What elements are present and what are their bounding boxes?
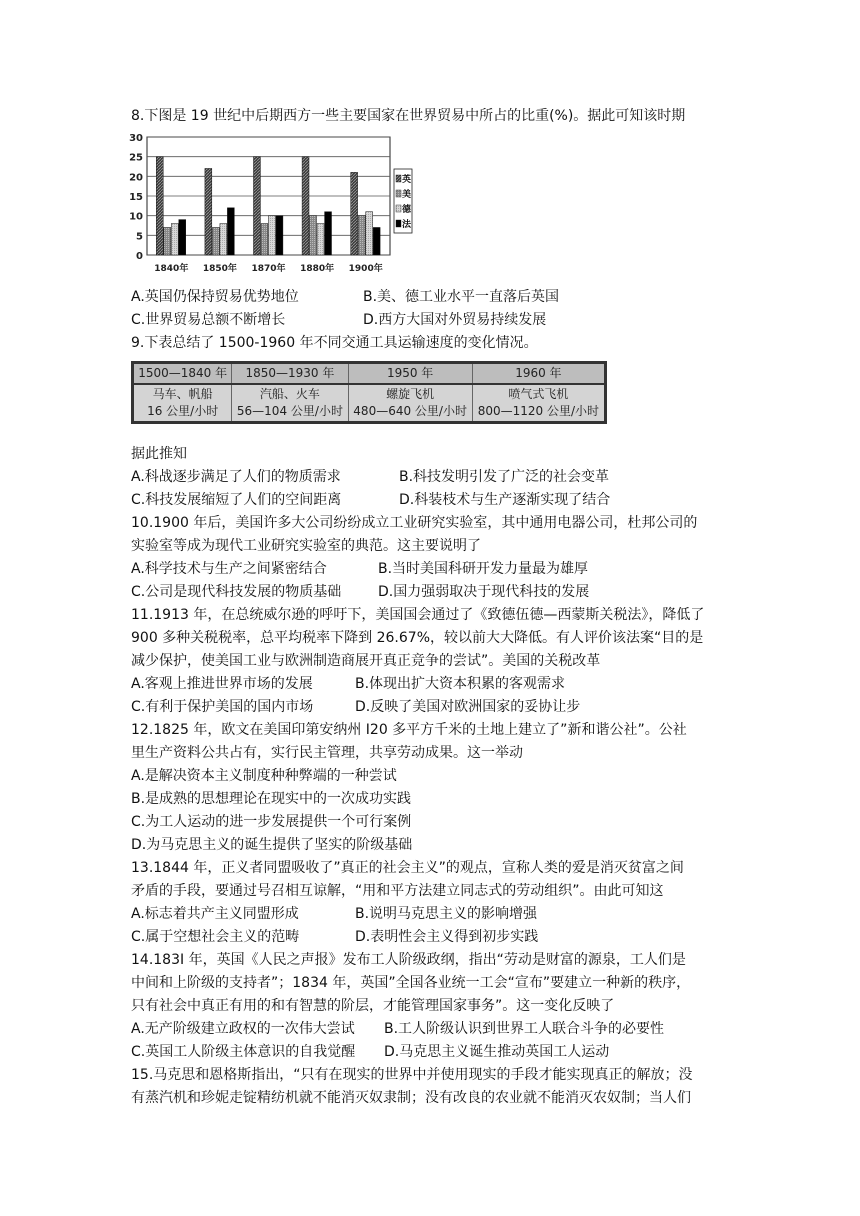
x-tick-label: 1900年	[348, 264, 383, 274]
q11-stem-line: 11.1913 年，在总统威尔逊的呼吁下，美国国会通过了《致德伍德—西蒙斯关税法》，降低了	[131, 607, 705, 623]
q8-stem: 8.下图是 19 世纪中后期西方一些主要国家在世界贸易中所占的比重(%)。据此可知该时期	[131, 108, 686, 124]
y-tick-label: 30	[129, 133, 143, 144]
q10-option-c: C.公司是现代科技发展的物质基础	[131, 584, 342, 600]
bar-英	[205, 168, 212, 255]
q13-option-a: A.标志着共产主义同盟形成	[131, 906, 299, 922]
bar-德	[220, 224, 227, 255]
bar-英	[302, 157, 309, 255]
x-tick-label: 1870年	[251, 264, 286, 274]
q14-stem-line: 中间和上阶级的支持者”；1834 年，英国”全国各业统一工会“宣布”要建立一种新的秩序，	[131, 975, 691, 991]
q9-option-c: C.科技发展缩短了人们的空间距离	[131, 492, 342, 508]
legend-label: 英	[402, 175, 412, 185]
x-tick-label: 1850年	[202, 264, 237, 274]
bar-法	[276, 216, 283, 255]
q13-stem-line: 13.1844 年，正义者同盟吸收了”真正的社会主义”的观点，宣称人类的爱是消灭贫富之间	[131, 860, 684, 876]
q11-stem-line: 减少保护，使美国工业与欧洲制造商展开真正竞争的尝试”。美国的关税改革	[131, 653, 601, 669]
y-tick-label: 25	[129, 152, 143, 164]
y-tick-label: 20	[129, 172, 143, 184]
q11-option-d: D.反映了美国对欧洲国家的妥协让步	[355, 699, 581, 715]
q15-stem-line: 有蒸汽机和珍妮走锭精纺机就不能消灭奴隶制；没有改良的农业就不能消灭农奴制；当人们	[131, 1090, 691, 1106]
q13-option-b: B.说明马克思主义的影响增强	[355, 906, 538, 922]
q10-option-a: A.科学技术与生产之间紧密结合	[131, 561, 327, 577]
q8-option-c: C.世界贸易总额不断增长	[131, 312, 286, 328]
speed-label: 16 公里/小时	[147, 404, 219, 418]
speed-label: 56—104 公里/小时	[236, 404, 343, 418]
table-cell	[348, 384, 472, 423]
legend-label: 德	[402, 205, 412, 215]
bar-英	[351, 172, 358, 255]
q11-stem-line: 900 多种关税税率，总平均税率下降到 26.67%，较以前大大降低。有人评价该法案“目的是	[131, 630, 704, 646]
bar-德	[366, 212, 373, 255]
q13-option-c: C.属于空想社会主义的范畴	[131, 929, 300, 945]
q12-stem-line: 12.1825 年，欧文在美国印第安纳州 I20 多平方千米的土地上建立了”新和谐公社”。公社	[131, 722, 687, 738]
q9-lead: 据此推知	[131, 446, 187, 462]
legend-label: 法	[402, 220, 412, 230]
bar-美	[310, 216, 317, 255]
q11-option-c: C.有利于保护美国的国内市场	[131, 699, 314, 715]
legend-label: 美	[402, 190, 412, 200]
q9-stem: 9.下表总结了 1500-1960 年不同交通工具运输速度的变化情况。	[131, 335, 538, 351]
q15-stem-line: 15.马克思和恩格斯指出，“只有在现实的世界中并使用现实的手段才能实现真正的解放；没	[131, 1067, 693, 1083]
bar-英	[254, 157, 261, 255]
legend-swatch	[396, 175, 401, 182]
table-cell	[232, 384, 348, 423]
bar-德	[269, 216, 276, 255]
speed-label: 480—640 公里/小时	[353, 404, 467, 418]
table-header-cell: 1500—1840 年	[133, 363, 232, 385]
q14-option-a: A.无产阶级建立政权的一次伟大尝试	[131, 1021, 355, 1037]
q9-option-d: D.科装枝术与生产逐渐实现了结合	[399, 492, 611, 508]
y-tick-label: 0	[136, 251, 143, 262]
bar-美	[358, 216, 365, 255]
q9-option-a: A.科战逐步满足了人们的物质需求	[131, 469, 341, 485]
y-tick-label: 5	[136, 231, 143, 243]
y-tick-label: 15	[129, 192, 143, 203]
q12-option-d: D.为马克思主义的诞生提供了坚实的阶级基础	[131, 837, 413, 853]
q8-option-d: D.西方大国对外贸易持续发展	[363, 312, 547, 328]
q14-stem-line: 14.183I 年，英国《人民之声报》发布工人阶级政纲，指出“劳动是财富的源泉，工人们是	[131, 952, 686, 968]
bar-法	[227, 208, 234, 255]
vehicle-label: 马车、帆船	[152, 387, 213, 401]
q14-option-d: D.马克思主义诞生推动英国工人运动	[384, 1044, 610, 1060]
q12-option-a: A.是解决资本主义制度种种弊端的一种尝试	[131, 768, 397, 784]
bar-美	[164, 227, 171, 255]
q11-option-b: B.体现出扩大资本积累的客观需求	[355, 676, 566, 692]
y-tick-label: 10	[129, 211, 143, 223]
q8-option-b: B.美、德工业水平一直落后英国	[363, 289, 560, 305]
bar-法	[179, 220, 186, 255]
q13-option-d: D.表明性会主义得到初步实践	[355, 929, 539, 945]
bar-美	[212, 227, 219, 255]
q11-option-a: A.客观上推进世界市场的发展	[131, 676, 313, 692]
legend-swatch	[396, 190, 401, 197]
bar-法	[325, 212, 332, 255]
q12-option-c: C.为工人运动的进一步发展提供一个可行案例	[131, 814, 412, 830]
table-header-cell: 1960 年	[472, 363, 605, 385]
vehicle-label: 汽船、火车	[259, 387, 320, 401]
q12-option-b: B.是成熟的思想理论在现实中的一次成功实践	[131, 791, 412, 807]
q9-option-b: B.科技发明引发了广泛的社会变革	[399, 469, 610, 485]
bar-德	[317, 224, 324, 255]
bar-德	[171, 224, 178, 255]
legend-swatch	[396, 220, 401, 227]
q8-option-a: A.英国仍保持贸易优势地位	[131, 289, 299, 305]
q14-option-b: B.工人阶级认识到世界工人联合斗争的必要性	[384, 1021, 665, 1037]
q10-stem-line: 实验室等成为现代工业研究实验室的典范。这主要说明了	[131, 538, 481, 554]
q14-stem-line: 只有社会中真正有用的和有智慧的阶层，才能管理国家事务”。这一变化反映了	[131, 998, 615, 1014]
trade-share-bar-chart	[128, 128, 412, 280]
table-cell	[133, 384, 232, 423]
bar-英	[156, 157, 163, 255]
vehicle-label: 螺旋飞机	[386, 387, 435, 401]
table-header-cell: 1950 年	[348, 363, 472, 385]
q14-option-c: C.英国工人阶级主体意识的自我觉醒	[131, 1044, 356, 1060]
x-tick-label: 1880年	[300, 264, 335, 274]
table-cell	[472, 384, 605, 423]
q10-option-b: B.当时美国科研开发力量最为雄厚	[378, 561, 589, 577]
q10-option-d: D.国力强弱取决于现代科技的发展	[378, 584, 590, 600]
transport-speed-table	[131, 361, 607, 424]
q10-stem-line: 10.1900 年后，美国许多大公司纷纷成立工业研究实验室，其中通用电器公司，杜邦公司的	[131, 515, 698, 531]
table-header-cell: 1850—1930 年	[232, 363, 348, 385]
speed-label: 800—1120 公里/小时	[477, 404, 600, 418]
q13-stem-line: 矛盾的手段，要通过号召相互谅解，“用和平方法建立同志式的劳动组织”。由此可知这	[131, 883, 664, 899]
bar-美	[261, 224, 268, 255]
vehicle-label: 喷气式飞机	[508, 387, 569, 401]
legend-swatch	[396, 205, 401, 212]
x-tick-label: 1840年	[154, 264, 189, 274]
q12-stem-line: 里生产资料公共占有，实行民主管理，共享劳动成果。这一举动	[131, 745, 523, 761]
bar-法	[373, 227, 380, 255]
